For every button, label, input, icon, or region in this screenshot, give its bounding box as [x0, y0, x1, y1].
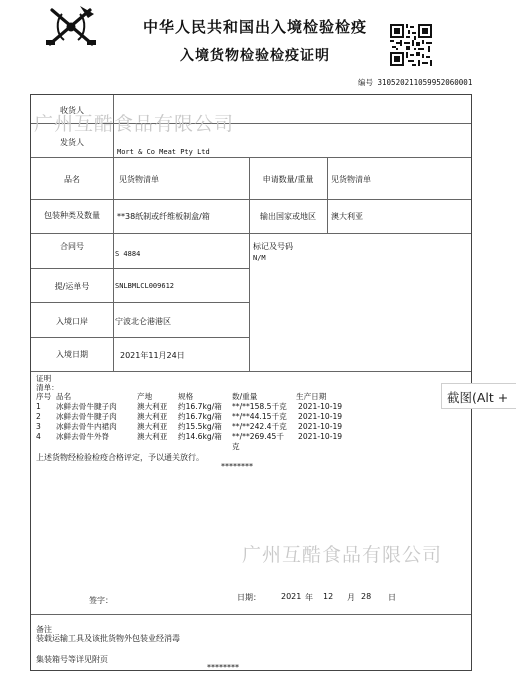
- sign-month: 12: [323, 592, 334, 601]
- col-product: 品名: [56, 392, 72, 401]
- row-index: 1: [36, 402, 41, 411]
- qr-code-icon: [390, 24, 432, 66]
- screenshot-shortcut-button[interactable]: 截图(Alt +: [441, 383, 516, 409]
- quantity-label: 申请数量/重量: [262, 175, 314, 184]
- sign-day-unit: 日: [388, 593, 396, 602]
- company-watermark-top: 广州互酷食品有限公司: [34, 113, 235, 135]
- contract-value: S 4884: [115, 250, 141, 258]
- entry-date-label: 入境日期: [56, 350, 88, 359]
- consignor-label: 发货人: [60, 138, 84, 147]
- row-quantity: **/**242.4千克: [232, 422, 287, 431]
- quantity-value: 见货物清单: [331, 175, 371, 184]
- goods-row: [36, 432, 366, 442]
- row-index: 3: [36, 422, 41, 431]
- sign-date-label: 日期：: [237, 593, 261, 602]
- row-quantity: **/**158.5千克: [232, 402, 287, 411]
- packing-label: 包装种类及数量: [44, 211, 100, 220]
- row-quantity: **/**269.45千: [232, 432, 284, 441]
- row-spec: 约16.7kg/箱: [178, 402, 222, 411]
- company-watermark-bottom: 广州互酷食品有限公司: [242, 544, 443, 566]
- entry-port-value: 宁波北仑港港区: [115, 317, 171, 326]
- row-product: 冰鲜去骨牛腱子肉: [56, 412, 117, 421]
- row-index: 4: [36, 432, 41, 441]
- packing-value: **38纸制或纤维板制盒/箱: [117, 212, 210, 221]
- inspection-emblem-icon: [42, 4, 100, 50]
- col-index: 序号: [36, 392, 52, 401]
- marks-label: 标记及号码: [253, 242, 293, 251]
- consignor-value: Mort & Co Meat Pty Ltd: [117, 148, 210, 156]
- sign-year: 2021: [281, 592, 302, 601]
- goods-row: [36, 402, 366, 412]
- product-label: 品名: [64, 175, 80, 184]
- cert-no-value: 310520211059952060001: [377, 78, 473, 87]
- sign-day: 28: [361, 592, 372, 601]
- certificate-number: [358, 77, 472, 88]
- remarks-heading: 备注: [36, 625, 52, 634]
- row-production-date: 2021-10-19: [298, 412, 343, 421]
- marks-value: N/M: [253, 254, 266, 262]
- sign-year-unit: 年: [305, 593, 313, 602]
- origin-label: 输出国家或地区: [260, 212, 316, 221]
- bill-of-lading-value: SNLBMLCL009612: [115, 282, 175, 290]
- goods-table-header: [36, 392, 366, 402]
- document-title: 中华人民共和国出入境检验检疫: [142, 18, 367, 36]
- entry-date-value: 2021年11月24日: [120, 351, 185, 360]
- row-spec: 约15.5kg/箱: [178, 422, 222, 431]
- row-product: 冰鲜去骨牛外脊: [56, 432, 110, 441]
- entry-port-label: 入境口岸: [56, 317, 88, 326]
- list-heading: 清单：: [36, 383, 59, 392]
- clearance-statement: 上述货物经检验检疫合格评定，予以通关放行。: [36, 453, 204, 462]
- remarks-stars: ********: [207, 663, 239, 672]
- col-spec: 规格: [178, 392, 194, 401]
- consignee-label: 收货人: [60, 106, 84, 115]
- document-subtitle: 入境货物检验检疫证明: [180, 48, 330, 64]
- goods-row: [36, 412, 366, 422]
- row-product: 冰鲜去骨牛腱子肉: [56, 402, 117, 411]
- row-origin: 澳大利亚: [137, 402, 168, 411]
- origin-value: 澳大利亚: [331, 212, 363, 221]
- product-value: 见货物清单: [119, 175, 159, 184]
- row-quantity-wrap: 克: [232, 442, 240, 451]
- row-origin: 澳大利亚: [137, 422, 168, 431]
- row-spec: 约14.6kg/箱: [178, 432, 222, 441]
- contract-label: 合同号: [60, 242, 84, 251]
- row-production-date: 2021-10-19: [298, 432, 343, 441]
- row-production-date: 2021-10-19: [298, 402, 343, 411]
- row-origin: 澳大利亚: [137, 412, 168, 421]
- row-quantity: **/**44.15千克: [232, 412, 287, 421]
- remarks-line-2: 集装箱号等详见附页: [36, 655, 108, 664]
- row-spec: 约16.7kg/箱: [178, 412, 222, 421]
- col-quantity: 数/重量: [232, 392, 258, 401]
- col-origin: 产地: [137, 392, 153, 401]
- col-production-date: 生产日期: [296, 392, 327, 401]
- statement-stars: ********: [221, 462, 253, 471]
- row-product: 冰鲜去骨牛内裙肉: [56, 422, 117, 431]
- row-production-date: 2021-10-19: [298, 422, 343, 431]
- signature-label: 签字：: [89, 596, 113, 605]
- certificate-heading: 证明: [36, 374, 52, 383]
- remarks-line-1: 装载运输工具及该批货物外包装业经消毒: [36, 634, 180, 643]
- cert-no-label: 编号: [358, 78, 373, 87]
- row-index: 2: [36, 412, 41, 421]
- row-origin: 澳大利亚: [137, 432, 168, 441]
- goods-row: [36, 422, 366, 432]
- bill-of-lading-label: 提/运单号: [54, 282, 90, 291]
- form-frame: [30, 94, 472, 671]
- sign-month-unit: 月: [347, 593, 355, 602]
